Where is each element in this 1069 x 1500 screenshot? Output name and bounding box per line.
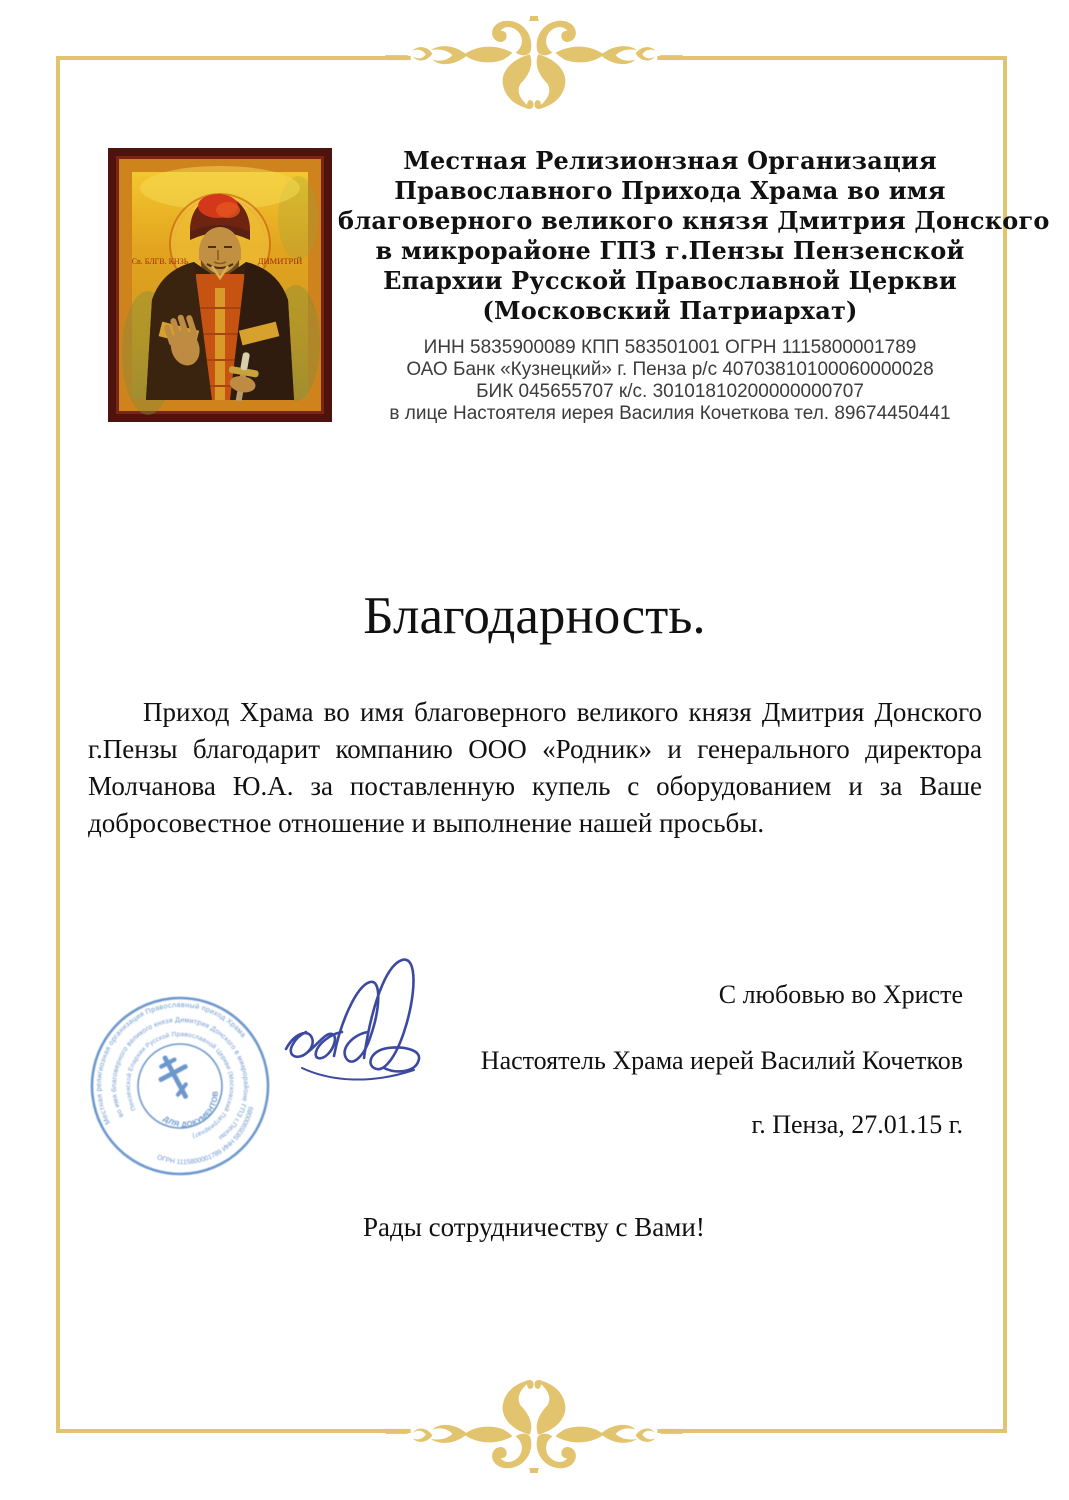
org-name-line: Православного Прихода Храма во имя — [394, 176, 946, 205]
stamp-inner-ring-text: Пензенской Епархии Русской Православной Церкви (Московский Патриархат) — [124, 1030, 236, 1140]
top-flourish-ornament — [384, 16, 684, 116]
stamp-outer-ring-text: Местная религиозная организация Православный приход Храма — [93, 999, 249, 1127]
saint-icon-image — [108, 148, 332, 422]
bottom-flourish-ornament — [384, 1373, 684, 1473]
orthodox-cross-icon — [150, 1048, 201, 1105]
closing-salutation: С любовью во Христе — [718, 980, 963, 1009]
detail-line-contact: в лице Настоятеля иерея Василия Кочеткова тел. 89674450441 — [389, 403, 951, 424]
detail-line-inn: ИНН 5835900089 КПП 583501001 ОГРН 1115800001789 — [423, 337, 917, 358]
icon-inscription-right: ДИМИТРІЙ — [257, 256, 303, 266]
org-name-line: в микрорайоне ГПЗ г.Пензы Пензенской — [375, 236, 965, 265]
document-title: Благодарность. — [363, 587, 706, 645]
organization-header — [338, 146, 1050, 425]
detail-line-bank: ОАО Банк «Кузнецкий» г. Пенза р/с 40703810100060000028 — [406, 359, 934, 380]
signature-ink — [272, 946, 482, 1106]
footer-cooperation-line: Рады сотрудничеству с Вами! — [363, 1212, 705, 1242]
stamp-middle-ring-text: во имя благоверного великого князя Димитрия Донского в микрорайоне ГПЗ г.Пензы — [110, 1016, 250, 1142]
bank-details — [338, 337, 1002, 425]
body-paragraph: Приход Храма во имя благоверного великого князя Дмитрия Донского г.Пензы благодарит компанию ООО «Родник» и генерального директора Молчанова Ю.А. за поставленную купель с оборудованием и за Ваше добросовестное отношение и выполнение нашей просьбы. — [88, 697, 982, 838]
stamp-center-text: ДЛЯ ДОКУМЕНТОВ — [161, 1090, 220, 1129]
closing-place-date: г. Пенза, 27.01.15 г. — [751, 1110, 963, 1139]
closing-signatory: Настоятель Храма иерей Василий Кочетков — [480, 1046, 963, 1075]
church-stamp — [80, 986, 280, 1186]
icon-inscription-left: Св. БЛГВ. КНЗЬ — [131, 257, 189, 266]
org-name-line: (Московский Патриархат) — [482, 296, 858, 325]
org-name-line: Местная Релизионзная Организация — [403, 146, 937, 175]
stamp-numbers-text: ОГРН 1115800001789 ИНН 5835900089 — [155, 1106, 256, 1167]
detail-line-bik: БИК 045655707 к/с. 30101810200000000707 — [476, 381, 864, 402]
org-name-line: Епархии Русской Православной Церкви — [383, 266, 957, 295]
org-name-line: благоверного великого князя Дмитрия Донского — [338, 206, 1050, 235]
